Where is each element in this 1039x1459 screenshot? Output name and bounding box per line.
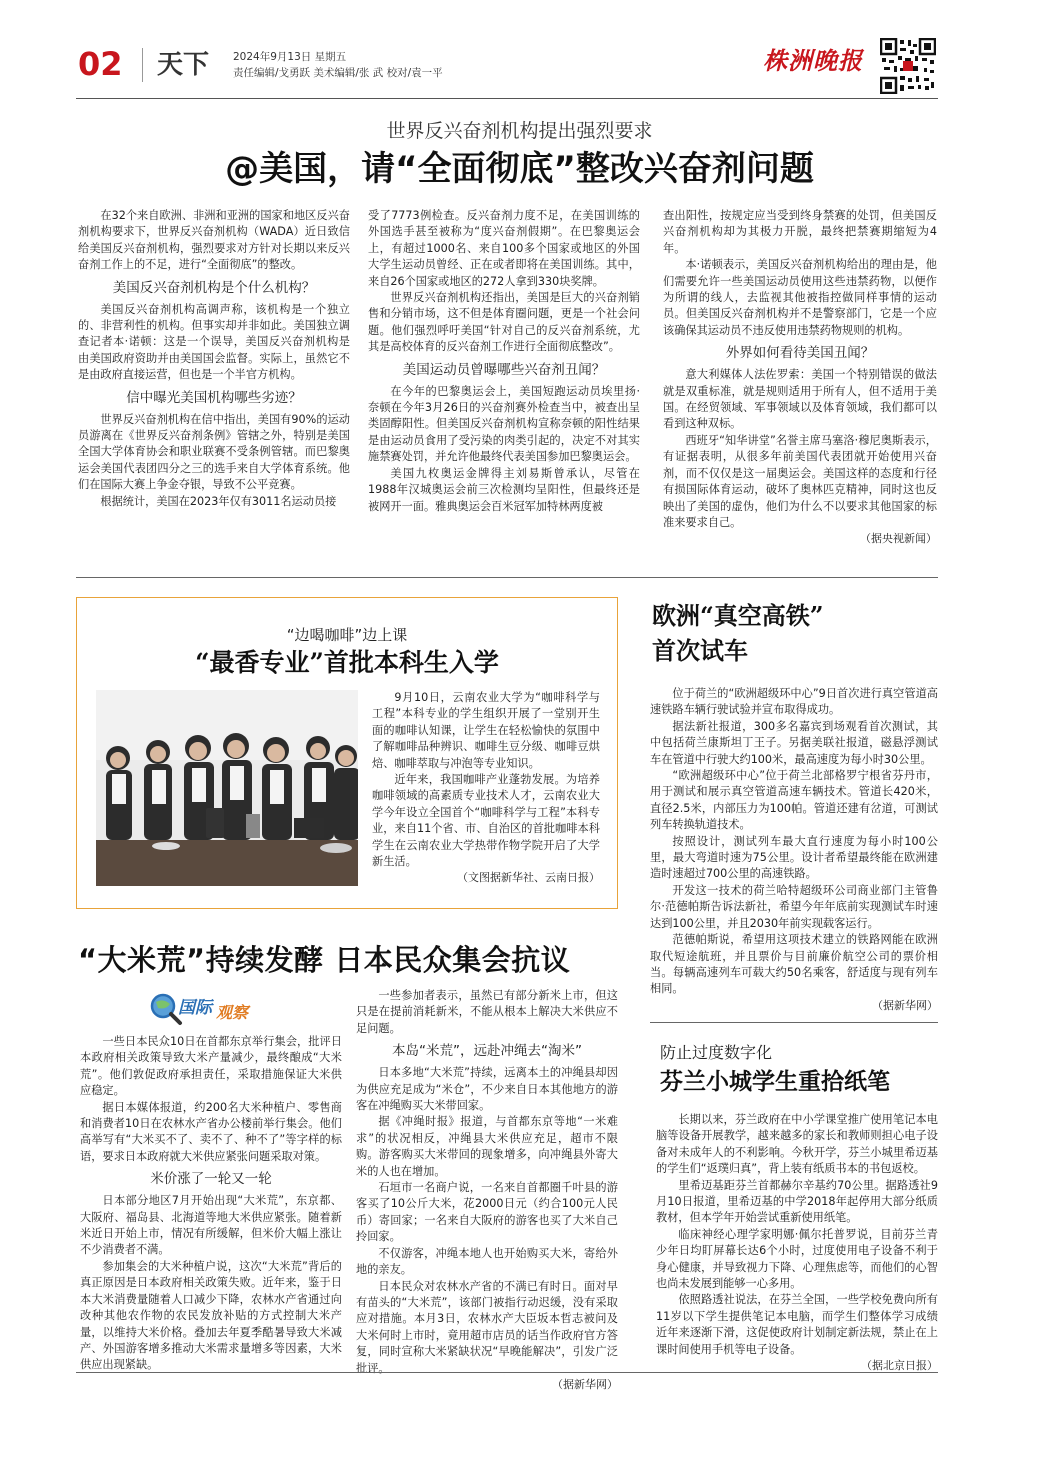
paragraph: 世界反兴奋剂机构还指出，美国是巨大的兴奋剂销售和分销市场，这不但是体育圈问题，更是一个社会问题。他们强烈呼吁美国“针对自己的反兴奋剂系统，尤其是高校体育的反兴奋剂工作进行全面彻底整改”。 bbox=[368, 291, 640, 354]
header-rule bbox=[76, 98, 938, 99]
paragraph: 美国反兴奋剂机构高调声称，该机构是一个独立的、非营利性的机构。但事实却并非如此。美国独立调查记者本·诺顿：这是一个误导，美国反兴奋剂机构是由美国政府资助并由美国国会监督。实际上，虽然它不是由政府直接运营，但也是一个半官方机构。 bbox=[78, 302, 350, 382]
article4-column-2 bbox=[356, 988, 618, 1393]
paragraph: 意大利媒体人法佐罗索：美国一个特别错误的做法就是双重标准，就是规则适用于所有人，但不适用于美国。在经贸领域、军事领域以及体育领域，我们都可以看到这种双标。 bbox=[663, 368, 937, 431]
intl-watch-badge bbox=[148, 992, 288, 1026]
masthead: 株洲晚报 bbox=[763, 46, 863, 75]
paragraph: 据日本媒体报道，约200名大米种植户、零售商和消费者10日在农林水产省办公楼前举行集会。他们高举写有“大米买不了、卖不了、种不了”等字样的标语，要求日本政府就大米供应紧张问题采取对策。 bbox=[80, 1100, 342, 1163]
paragraph: 本·诺顿表示，美国反兴奋剂机构给出的理由是，他们需要允许一些美国运动员使用这些违禁药物，以便作为所谓的线人，去监视其他被指控做同样事情的运动员。但美国反兴奋剂机构并不是警察部门，它是一个应该确保其运动员不违反使用违禁药物规则的机构。 bbox=[663, 258, 937, 337]
article3-headline-line2: 首次试车 bbox=[652, 636, 748, 665]
paragraph: 一些参加者表示，虽然已有部分新米上市，但这只是在提前消耗新米，不能从根本上解决大米供应不足问题。 bbox=[356, 989, 618, 1035]
article3-body bbox=[650, 686, 938, 1014]
paragraph: “欧洲超级环中心”位于荷兰北部格罗宁根省芬丹市，用于测试和展示真空管道高速车辆技术。管道长420米，直径2.5米，内部压力为100帕。管道还建有岔道，可测试列车转换轨道技术。 bbox=[650, 769, 938, 832]
subheading: 美国反兴奋剂机构是个什么机构？ bbox=[112, 279, 316, 296]
credit: （据新华网） bbox=[872, 998, 938, 1012]
article1-column-3 bbox=[663, 208, 937, 547]
paragraph: 参加集会的大米种植户说，这次“大米荒”背后的真正原因是日本政府相关政策失败。近年来，鉴于日本大米消费量随着人口减少下降，农林水产省通过向改种其他农作物的农民发放补贴的方式控制大米产量，以维持大米价格。叠加去年夏季酷暑导致大米减产、外国游客增多推动大米需求量增多等因素，大米供应出现紧缺。 bbox=[80, 1259, 342, 1372]
footer-rule bbox=[76, 1372, 938, 1373]
paragraph: 在今年的巴黎奥运会上，美国短跑运动员埃里扬·奈顿在今年3月26日的兴奋剂赛外检查当中，被查出呈类固醇阳性。但美国反兴奋剂机构宣称奈顿的阳性结果是由运动员食用了受污染的肉类引起的，决定不对其实施禁赛处罚，并允许他最终代表美国参加巴黎奥运会。 bbox=[368, 384, 640, 464]
subheading: 信中曝光美国机构哪些劣迹？ bbox=[126, 389, 302, 406]
article5-body bbox=[656, 1112, 938, 1374]
paragraph: 位于荷兰的“欧洲超级环中心”9日首次进行真空管道高速铁路车辆行驶试验并宣布取得成功。 bbox=[650, 687, 938, 717]
subheading: 米价涨了一轮又一轮 bbox=[150, 1171, 272, 1188]
paragraph: 长期以来，芬兰政府在中小学课堂推广使用笔记本电脑等设备开展教学，越来越多的家长和教师则担心电子设备对未成年人的不利影响。今秋开学，芬兰小城里希迈基的学生们“返璞归真”，背上装有纸质书本的书包返校。 bbox=[656, 1113, 938, 1176]
date-line: 2024年9月13日 星期五 bbox=[233, 51, 347, 63]
badge-text-intl: 国际 bbox=[178, 998, 212, 1018]
article2-headline: “最香专业”首批本科生入学 bbox=[195, 648, 499, 677]
paragraph: 不仅游客，冲绳本地人也开始购买大米，寄给外地的亲友。 bbox=[356, 1246, 618, 1277]
paragraph: 临床神经心理学家明娜·佩尔托普罗说，目前芬兰青少年日均盯屏幕长达6个小时，过度使用电子设备不利于身心健康，并导致视力下降、心理焦虑等，而他们的心智也尚未发展到能够一心多用。 bbox=[656, 1227, 938, 1291]
paragraph: 日本民众对农林水产省的不满已有时日。面对早有苗头的“大米荒”，该部门被指行动迟缓，没有采取应对措施。本月3日，农林水产大臣坂本哲志被问及大米何时上市时，竟用超市店员的话当作政府官方答复，同时宣称大米紧缺状况“早晚能解决”，引发广泛批评。 bbox=[356, 1279, 618, 1375]
paragraph: 范德帕斯说，希望用这项技术建立的铁路网能在欧洲取代短途航班，并且票价与目前廉价航空公司的票价相当。每辆高速列车可载大约50名乘客，舒适度与现有列车相同。 bbox=[650, 933, 938, 996]
paragraph: 近年来，我国咖啡产业蓬勃发展。为培养咖啡领域的高素质专业技术人才，云南农业大学今年设立全国首个“咖啡科学与工程”本科专业，来自11个省、市、自治区的首批咖啡本科学生在云南农业大学热带作物学院开启了大学新生活。 bbox=[372, 773, 600, 869]
paragraph: 里希迈基距芬兰首都赫尔辛基约70公里。据路透社9月10日报道，里希迈基的中学2018年起停用大部分纸质教材，但本学年开始尝试重新使用纸笔。 bbox=[656, 1178, 938, 1225]
article1-column-2 bbox=[368, 208, 640, 515]
credit: （据央视新闻） bbox=[860, 532, 937, 546]
article2-body bbox=[372, 690, 600, 886]
paragraph: 在32个来自欧洲、非洲和亚洲的国家和地区反兴奋剂机构要求下，世界反兴奋剂机构（WADA）近日致信给美国反兴奋剂机构，强烈要求对方针对长期以来反兴奋剂工作上的不足，进行“全面彻底”的整改。 bbox=[78, 209, 350, 272]
paragraph: 据法新社报道，300多名嘉宾到场观看首次测试，其中包括荷兰康斯坦丁王子。另据美联社报道，磁悬浮测试车在管道中行驶大约100米，最高速度为每小时30公里。 bbox=[650, 719, 938, 766]
paragraph: 受了7773例检查。反兴奋剂力度不足，在美国训练的外国选手甚至被称为“度兴奋剂假期”。在巴黎奥运会上，有超过1000名、来自100多个国家或地区的外国大学生运动员曾经、正在或者即将在美国训练。其中，来自26个国家或地区的272人拿到330块奖牌。 bbox=[368, 209, 640, 288]
subheading: 外界如何看待美国丑闻？ bbox=[725, 345, 875, 362]
section-name: 天下 bbox=[157, 50, 210, 80]
qr-code-icon bbox=[880, 38, 936, 94]
subheading: 本岛“米荒”，远赴冲绳去“淘米” bbox=[392, 1043, 582, 1060]
paragraph: 日本部分地区7月开始出现“大米荒”，东京都、大阪府、福岛县、北海道等地大米供应紧张。随着新米近日开始上市，情况有所缓解，但米价大幅上涨让不少消费者不满。 bbox=[80, 1194, 342, 1257]
page-number: 02 bbox=[78, 45, 123, 83]
coffee-class-photo bbox=[96, 690, 358, 886]
editors-line: 责任编辑/戈勇跃 美术编辑/张 武 校对/袁一平 bbox=[233, 67, 443, 79]
header-divider bbox=[142, 48, 143, 82]
section-rule bbox=[76, 577, 938, 578]
article2-kicker: “边喝咖啡”边上课 bbox=[286, 626, 408, 644]
paragraph: 按照设计，测试列车最大直行速度为每小时100公里，最大弯道时速为75公里。设计者希望最终能在欧洲建造时速超过700公里的高速铁路。 bbox=[650, 834, 938, 881]
article3-headline-line1: 欧洲“真空高铁” bbox=[652, 601, 824, 630]
paragraph: 依照路透社说法，在芬兰全国，一些学校免费向所有11岁以下学生提供笔记本电脑，而学生们整体学习成绩近年来逐渐下滑，这促使政府计划制定新法规，禁止在上课时间使用手机等电子设备。 bbox=[656, 1293, 938, 1356]
article5-kicker: 防止过度数字化 bbox=[660, 1043, 773, 1062]
paragraph: 世界反兴奋剂机构在信中指出，美国有90%的运动员游离在《世界反兴奋剂条例》管辖之外，特别是美国全国大学体育协会和职业联赛不受条例管辖。而巴黎奥运会美国代表团四分之三的选手来自大学体育系统。他们在国际大赛上争金夺银，导致不公平竞赛。 bbox=[78, 412, 350, 492]
paragraph: 9月10日，云南农业大学为“咖啡科学与工程”本科专业的学生组织开展了一堂别开生面的咖啡认知课，让学生在轻松愉快的氛围中了解咖啡品种辨识、咖啡生豆分级、咖啡豆烘焙、咖啡萃取与冲泡等专业知识。 bbox=[372, 691, 600, 770]
paragraph: 日本多地“大米荒”持续，远离本土的冲绳县却因为供应充足成为“米仓”，不少来自日本其他地方的游客在冲绳购买大米带回家。 bbox=[356, 1066, 618, 1113]
article4-column-1 bbox=[80, 1034, 342, 1374]
article1-headline: @美国，请“全面彻底”整改兴奋剂问题 bbox=[225, 149, 814, 189]
credit: （据新华网） bbox=[552, 1377, 618, 1391]
paragraph: 开发这一技术的荷兰哈特超级环公司商业部门主管鲁尔·范德帕斯告诉法新社，希望今年年底前实现测试车时速达到100公里，并且2030年前实现载客运行。 bbox=[650, 883, 938, 930]
paragraph: 西班牙“知华讲堂”名誉主席马塞洛·穆尼奥斯表示，有证据表明，从很多年前美国代表团就开始使用兴奋剂，而不仅仅是这一届奥运会。美国这样的态度和行径有损国际体育运动，破坏了奥林匹克精神，同时这也反映出了美国的虚伪，他们为什么不以要求其他国家的标准来要求自己。 bbox=[663, 433, 937, 529]
paragraph: 一些日本民众10日在首都东京举行集会，批评日本政府相关政策导致大米产量减少，最终酿成“大米荒”。他们敦促政府承担责任，采取措施保证大米供应稳定。 bbox=[80, 1035, 342, 1098]
paragraph: 美国九枚奥运金牌得主刘易斯曾承认，尽管在1988年汉城奥运会前三次检测均呈阳性，但最终还是被网开一面。雅典奥运会百米冠军加特林两度被 bbox=[368, 466, 640, 513]
paragraph: 根据统计，美国在2023年仅有3011名运动员接 bbox=[100, 494, 337, 508]
badge-text-watch: 观察 bbox=[216, 1003, 249, 1022]
credit: （文图据新华社、云南日报） bbox=[457, 871, 600, 885]
article4-headline: “大米荒”持续发酵 日本民众集会抗议 bbox=[78, 943, 571, 977]
credit: （据北京日报） bbox=[861, 1359, 938, 1373]
article5-headline: 芬兰小城学生重拾纸笔 bbox=[660, 1068, 890, 1095]
paragraph: 据《冲绳时报》报道，与首都东京等地“一米难求”的状况相反，冲绳县大米供应充足，超市不限购。游客购买大米带回的现象增多，向冲绳县外寄大米的人也在增加。 bbox=[356, 1115, 618, 1178]
article1-kicker: 世界反兴奋剂机构提出强烈要求 bbox=[386, 120, 653, 142]
subheading: 美国运动员曾曝哪些兴奋剂丑闻？ bbox=[402, 361, 606, 378]
right-column-rule bbox=[650, 1022, 938, 1023]
paragraph: 查出阳性，按规定应当受到终身禁赛的处罚，但美国反兴奋剂机构却为其极力开脱，最终把禁赛期缩短为4年。 bbox=[663, 209, 937, 255]
article1-column-1 bbox=[78, 208, 350, 510]
paragraph: 石垣市一名商户说，一名来自首都圈千叶县的游客买了10公斤大米，花2000日元（约合100元人民币）寄回家；一名来自大阪府的游客也买了大米自己拎回家。 bbox=[356, 1181, 618, 1244]
